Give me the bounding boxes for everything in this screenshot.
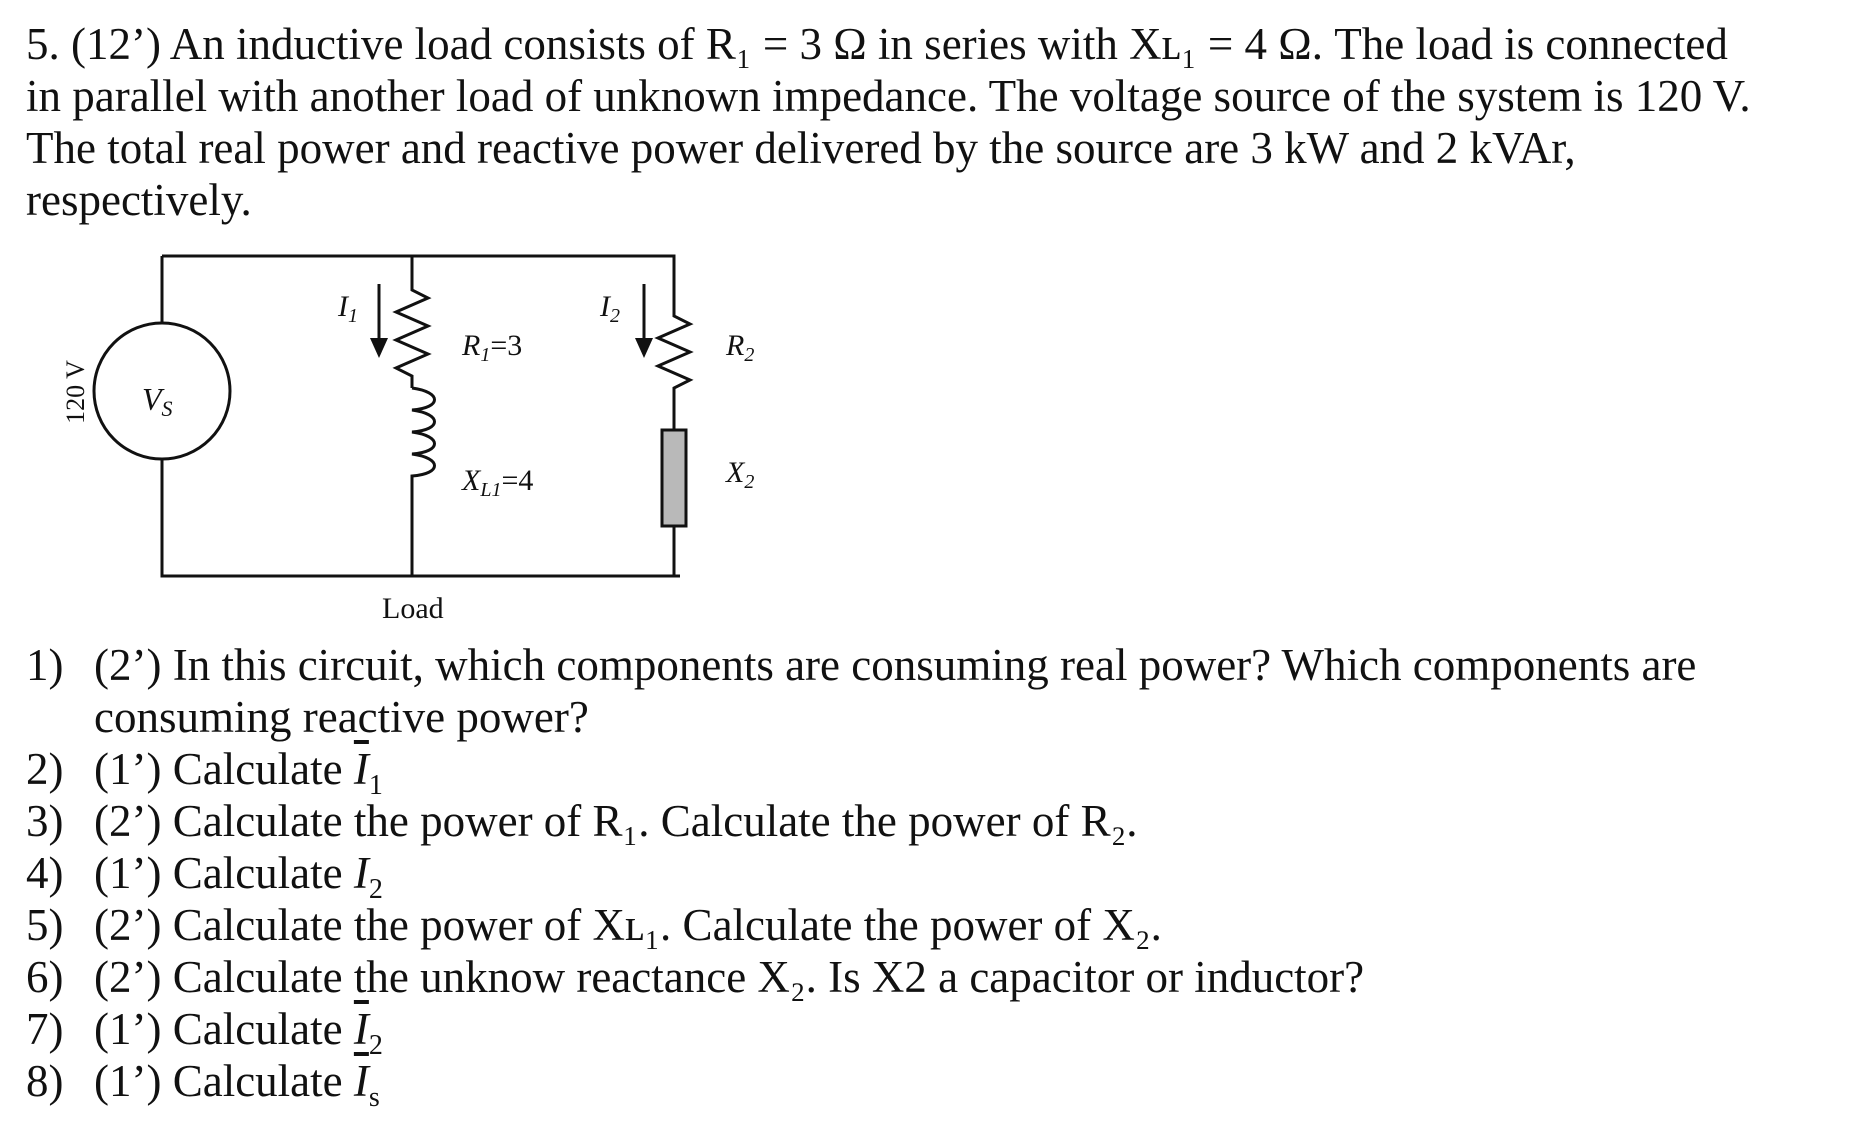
question-number: 8) [26,1056,64,1106]
r1-label: $R_1=3$ [462,329,523,366]
question-item [26,899,1162,951]
voltage-source-symbol [94,323,230,459]
question-number: 1) [26,640,64,690]
problem-line: respectively. [26,175,252,225]
question-item [26,1055,380,1124]
current-i1-label: $I_1$ [338,290,358,327]
question-text: (1’) Calculate [94,1056,354,1106]
resistor-r2-symbol [658,310,690,430]
inductor-xl1-symbol [412,388,435,496]
problem-line: 5. (12’) An inductive load consists of R₁ = 3 Ω in series with Xʟ₁ = 4 Ω. The load is connected [26,19,1728,69]
question-item [26,639,1696,691]
question-continuation: consuming reactive power? [94,692,589,742]
resistor-r1-symbol [396,276,428,388]
question-number: 7) [26,1004,64,1054]
x2-label: $X_2$ [726,456,755,493]
math-symbol: $\overline{I}$ [353,1056,369,1106]
question-number: 4) [26,848,64,898]
question-item [26,795,1138,847]
math-subscript: 2 [368,1030,383,1061]
problem-line: The total real power and reactive power delivered by the source are 3 kW and 2 kVAr, [26,123,1576,173]
source-voltage-label: 120 V [61,360,90,424]
question-text: (1’) Calculate [94,744,354,794]
circuit-diagram [0,240,800,630]
r2-label: $R_2$ [726,329,755,366]
math-symbol: $\overline{I}$ [353,1004,369,1054]
question-number: 6) [26,952,64,1002]
current-i2-label: $I_2$ [600,290,620,327]
current-i2-arrow [635,284,653,358]
load-label: Load [382,592,444,625]
question-number: 3) [26,796,64,846]
math-subscript: 2 [368,874,383,905]
current-i1-arrow [370,284,388,358]
xl1-label: $X_{L1}=4$ [462,464,534,501]
question-text: (1’) Calculate [94,1004,354,1054]
question-number: 5) [26,900,64,950]
question-text: (2’) Calculate the power of R₁. Calculate the power of R₂. [94,796,1138,846]
question-text: (2’) In this circuit, which components are consuming real power? Which components are [94,640,1697,690]
problem-line: in parallel with another load of unknown impedance. The voltage source of the system is 120 V. [26,71,1751,121]
question-number: 2) [26,744,64,794]
math-symbol: I [353,848,369,898]
reactance-x2-symbol [662,430,686,526]
math-symbol: $\overline{I}$ [353,744,369,794]
question-text: (2’) Calculate the unknow reactance X₂. Is X2 a capacitor or inductor? [94,952,1365,1002]
source-label: VS [142,381,173,421]
problem-statement [26,18,1836,226]
question-text: (1’) Calculate [94,848,354,898]
math-subscript: 1 [368,770,383,801]
question-item [26,951,1364,1003]
math-subscript: s [368,1082,380,1113]
question-text: (2’) Calculate the power of Xʟ₁. Calculate the power of X₂. [94,900,1162,950]
